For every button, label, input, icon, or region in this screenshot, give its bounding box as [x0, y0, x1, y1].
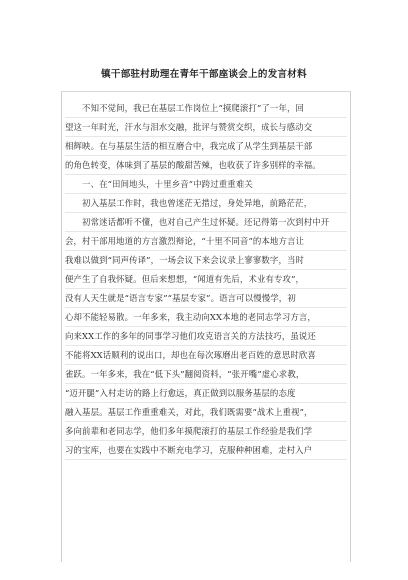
body-line: 向来XX工作的多年的同事学习他们攻克语言关的方法技巧，虽说还	[65, 327, 347, 346]
body-line: 多向前辈和老同志学，他们多年摸爬滚打的基层工作经验是我们学	[65, 422, 347, 441]
body-line: 我难以做到“同声传译”，一场会议下来会议录上寥寥数字，当时	[65, 251, 347, 270]
body-line: 初常迷话都听不懂，也对自己产生过怀疑。还记得第一次到村中开	[65, 213, 347, 232]
body-line: 心却不能轻易散。一年多来，我主动向XX本地的老同志学习方言，	[65, 308, 347, 327]
body-line: 便产生了自我怀疑。但后来想想，“闻道有先后，术业有专攻”，	[65, 270, 347, 289]
body-line: 雀跃。一年多来，我在“低下头”翻阅资料，“张开嘴”虚心求教，	[65, 365, 347, 384]
body-line: 融入基层。基层工作重重难关，对此，我们既需要“战术上重视”，	[65, 403, 347, 422]
section-heading: 一、在“田间地头，十里乡音”中跨过重重难关	[65, 175, 347, 194]
body-line: 相辉映。在与基层生活的相互磨合中，我完成了从学生到基层干部	[65, 137, 347, 156]
body-line: 不知不觉间，我已在基层工作岗位上“摸爬滚打”了一年，回	[65, 99, 347, 118]
body-line: 会，村干部用地道的方言激烈辩论，“十里不同音”的本地方言让	[65, 232, 347, 251]
body-line: 习的宝库，也要在实践中不断充电学习，克服种种困难，走村入户	[65, 441, 347, 460]
body-line: 初入基层工作时，我也曾迷茫无措过，身处异地，前路茫茫，	[65, 194, 347, 213]
body-line: 的角色转变，体味到了基层的酸甜苦辣，也收获了许多别样的幸福。	[65, 156, 347, 175]
body-line: 望这一年时光，汗水与泪水交融，批评与赞赏交织，成长与感动交	[65, 118, 347, 137]
body-line: 没有人天生就是“语言专家”“基层专家”。语言可以慢慢学，初	[65, 289, 347, 308]
document-title: 镇干部驻村助理在青年干部座谈会上的发言材料	[101, 69, 307, 80]
body-line: “迈开腿”入村走访的路上行愈远，真正做到以服务基层的态度	[65, 384, 347, 403]
document-body	[65, 99, 347, 460]
body-line: 不能将XX话顺利的说出口，却也在每次琢磨出老百姓的意思时欣喜	[65, 346, 347, 365]
